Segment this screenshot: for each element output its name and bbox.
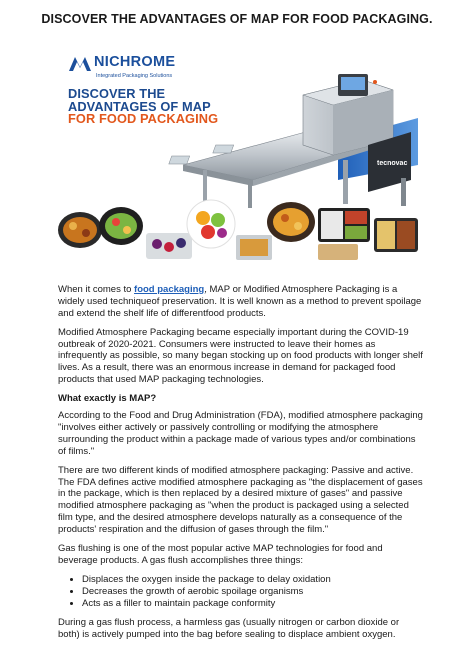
benefits-list [58,574,423,609]
headline-accent: FOR [68,111,96,126]
gas-flush-process-paragraph: During a gas flush process, a harmless gas (usually nitrogen or carbon dioxide or both) is actively pumped into the bag before sealing to displace ambient oxygen. [58,617,400,640]
intro-text-end: , MAP or Modified Atmosphere Packaging is a widely used techniqueof preservation. It is well known as a method to prevent spoilage and extend the shelf life of differentfood products. [58,284,422,319]
list-item: • Acts as a filler to maintain package conformity [82,598,423,610]
headline-rest: FOOD PACKAGING [98,111,219,126]
fda-definition-paragraph: According to the Food and Drug Administration (FDA), modified atmosphere packaging "involves either actively or passively controlling or modifying the atmosphere surrounding the product within a package made of various types and/or combinations of films." [58,410,423,457]
machine-label: tecnovac [377,160,408,167]
list-item: • Decreases the growth of aerobic spoilage organisms [82,586,423,598]
hero-banner [58,40,418,270]
headline-line-2: ADVANTAGES OF MAP [68,98,211,114]
nichrome-logo-icon [68,55,92,73]
brand-tagline: Integrated Packaging Solutions [96,73,173,79]
section-heading: What exactly is MAP? [58,393,157,405]
covid-paragraph: Modified Atmosphere Packaging became especially important during the COVID-19 outbreak of 2020-2021. Consumers were instructed to leave their homes as infrequently as possible, so many began stocking up on food products with longer shelf lives. As a result, there was an enormous increase in demand for packaged food products that used MAP packaging technologies. [58,326,423,386]
brand-name: NICHROME [94,54,176,70]
document-title: DISCOVER THE ADVANTAGES OF MAP FOR FOOD PACKAGING. [41,12,433,26]
list-item: • Displaces the oxygen inside the package to delay oxidation [82,574,423,586]
food-packaging-link[interactable]: food packaging [134,284,205,295]
food-products-illustration [58,188,418,263]
gas-flushing-paragraph: Gas flushing is one of the most popular active MAP technologies for food and beverage products. A gas flush accomplishes three things: [58,543,383,566]
article-body [58,284,423,648]
map-types-paragraph: There are two different kinds of modified atmosphere packaging: Passive and active. The FDA defines active modified atmosphere packaging as "the displacement of gases in the package, which is then replaced by a desired mixture of gases" and passive modified atmosphere packaging as "when the product is packaged using a selected film type, and the desired atmosphere develops naturally as a consequence of the products' respiration and the diffusion of gases through the film." [58,464,423,535]
headline-line-1: DISCOVER THE [68,86,166,101]
intro-text-start: When it comes to [58,284,135,295]
intro-paragraph [58,284,423,319]
